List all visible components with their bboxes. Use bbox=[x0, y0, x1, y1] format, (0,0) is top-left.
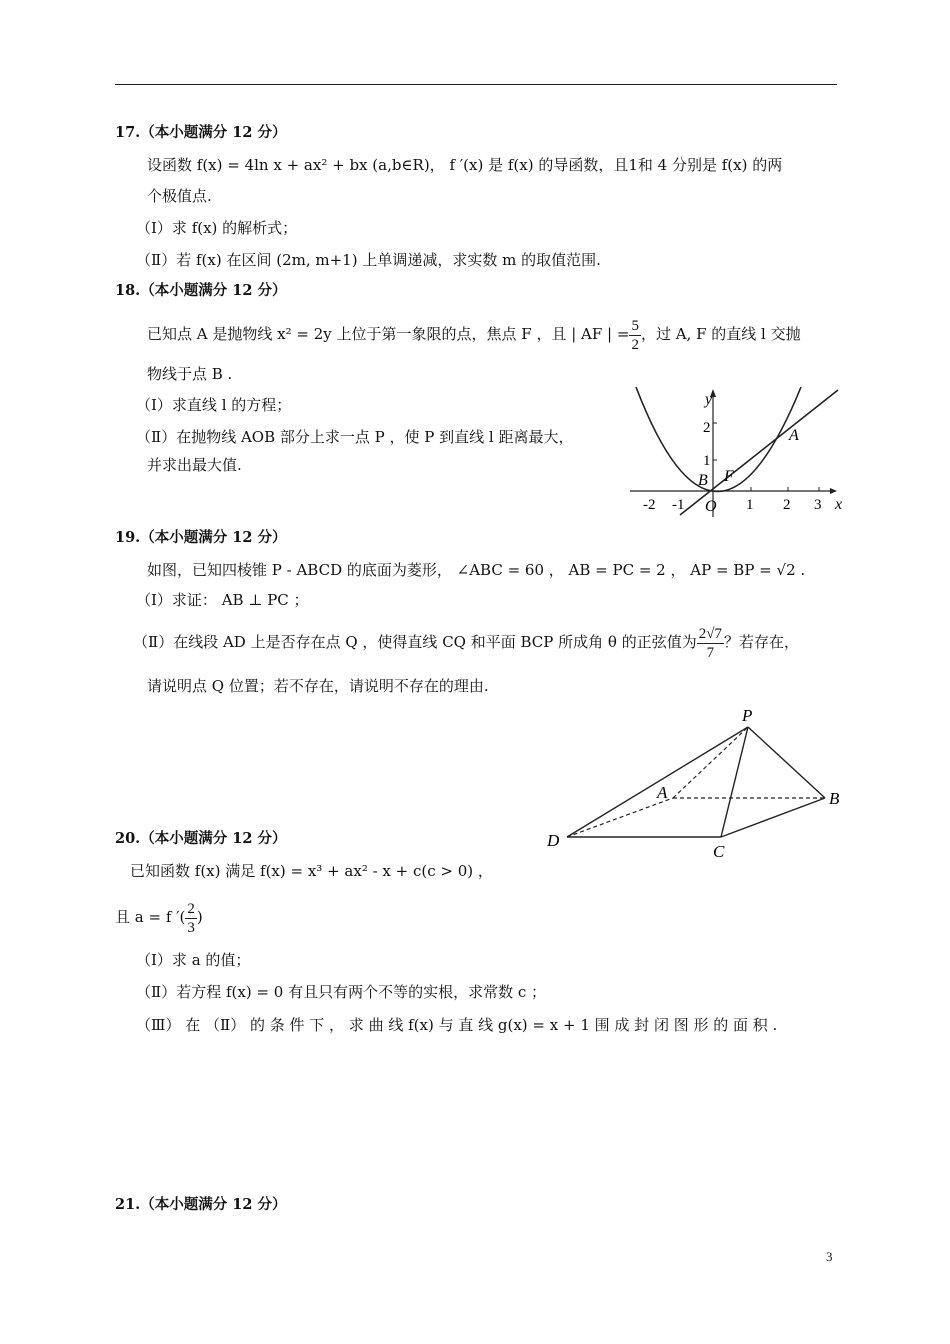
q17-part1: （Ⅰ）求 f(x) 的解析式； bbox=[136, 219, 298, 237]
q18-stem-text-a: 已知点 A 是抛物线 x² = 2y 上位于第一象限的点，焦点 F ，且 | AF | = bbox=[147, 325, 630, 343]
q19-header: 19.（本小题满分 12 分） bbox=[115, 529, 287, 546]
q19-part2-line1 bbox=[133, 622, 799, 662]
q19-pyramid-figure bbox=[540, 700, 850, 865]
q20-part2: （Ⅱ）若方程 f(x) = 0 有且只有两个不等的实根，求常数 c ； bbox=[136, 983, 547, 1001]
graph-point-B-label: B bbox=[698, 472, 708, 489]
q20-part3: （Ⅲ） 在 （Ⅱ） 的 条 件 下 ， 求 曲 线 f(x) 与 直 线 g(x) = x + 1 围 成 封 闭 图 形 的 面 积 . bbox=[136, 1016, 778, 1034]
q18-fraction-numerator: 5 bbox=[631, 317, 639, 334]
vertex-B-label: B bbox=[829, 789, 840, 808]
q20-stem-line2 bbox=[115, 897, 203, 937]
q17-stem-line2: 个极值点. bbox=[147, 187, 212, 205]
q20-stem-line1: 已知函数 f(x) 满足 f(x) = x³ + ax² - x + c(c > 0) ， bbox=[130, 862, 493, 880]
q18-fraction bbox=[629, 317, 641, 354]
header-rule bbox=[115, 84, 837, 85]
edge-PD bbox=[567, 727, 748, 837]
vertex-D-label: D bbox=[547, 831, 560, 850]
page-number: 3 bbox=[826, 1249, 833, 1264]
q18-part2-continued: 并求出最大值. bbox=[147, 456, 242, 474]
graph-y-label: y bbox=[705, 391, 713, 408]
q20-fraction-denominator: 3 bbox=[187, 919, 195, 936]
q18-part2: （Ⅱ）在抛物线 AOB 部分上求一点 P ，使 P 到直线 l 距离最大， bbox=[136, 428, 574, 446]
graph-origin-label: O bbox=[705, 498, 717, 515]
x-axis-arrow bbox=[830, 488, 837, 494]
edge-DA bbox=[567, 798, 673, 837]
graph-x-label: x bbox=[835, 496, 843, 513]
q18-parabola-graph bbox=[625, 385, 850, 520]
graph-x-tick-label-3: 3 bbox=[814, 497, 822, 513]
q19-part2-text-a: （Ⅱ）在线段 AD 上是否存在点 Q ，使得直线 CQ 和平面 BCP 所成角 θ 的正弦值为 bbox=[133, 633, 697, 651]
graph-y-tick-label-1: 1 bbox=[703, 453, 711, 469]
q19-fraction-numerator: 2√7 bbox=[698, 625, 722, 642]
q19-fraction bbox=[697, 625, 724, 662]
q17-stem-line1: 设函数 f(x) = 4ln x + ax² + bx (a,b∈R)， f ′(x) 是 f(x) 的导函数，且1和 4 分别是 f(x) 的两 bbox=[147, 156, 783, 174]
edge-PB bbox=[748, 727, 825, 798]
q18-stem-line2: 物线于点 B . bbox=[147, 365, 233, 383]
graph-x-tick-label-neg2: -2 bbox=[643, 497, 656, 513]
q20-fraction-numerator: 2 bbox=[187, 900, 195, 917]
q18-part1: （Ⅰ）求直线 l 的方程； bbox=[136, 396, 292, 414]
q19-fraction-denominator: 7 bbox=[706, 644, 715, 661]
q18-stem-line1 bbox=[147, 314, 801, 354]
q20-header: 20.（本小题满分 12 分） bbox=[115, 830, 287, 847]
q19-part1: （Ⅰ）求证： AB ⊥ PC ； bbox=[136, 591, 309, 609]
q19-part2-line2: 请说明点 Q 位置；若不存在，请说明不存在的理由. bbox=[147, 677, 489, 695]
edge-PA bbox=[673, 727, 748, 798]
q17-part2: （Ⅱ）若 f(x) 在区间 (2m, m+1) 上单调递减，求实数 m 的取值范围. bbox=[136, 251, 601, 269]
edge-PC bbox=[721, 727, 748, 837]
q20-stem-text-b: ) bbox=[196, 908, 203, 926]
vertex-P-label: P bbox=[742, 706, 753, 725]
graph-y-tick-label-2: 2 bbox=[703, 420, 711, 436]
q19-part2-text-b: ？若存在， bbox=[723, 633, 799, 651]
q19-stem: 如图，已知四棱锥 P - ABCD 的底面为菱形， ∠ABC = 60 ， AB = PC = 2 ， AP = BP = √2 . bbox=[147, 561, 806, 579]
graph-point-A-label: A bbox=[789, 427, 799, 444]
edge-CB bbox=[721, 798, 825, 837]
vertex-A-label: A bbox=[657, 783, 668, 802]
vertex-C-label: C bbox=[713, 842, 725, 861]
q18-header: 18.（本小题满分 12 分） bbox=[115, 282, 287, 299]
q17-header: 17.（本小题满分 12 分） bbox=[115, 124, 287, 141]
graph-x-tick-label-neg1: -1 bbox=[672, 497, 685, 513]
q18-stem-text-b: ，过 A, F 的直线 l 交抛 bbox=[640, 325, 801, 343]
q20-stem-text-a: 且 a = f ′( bbox=[115, 908, 186, 926]
q18-fraction-denominator: 2 bbox=[631, 336, 639, 353]
graph-x-tick-label-1: 1 bbox=[746, 497, 754, 513]
q21-header: 21.（本小题满分 12 分） bbox=[115, 1196, 287, 1213]
q20-part1: （Ⅰ）求 a 的值； bbox=[136, 951, 251, 969]
graph-point-F-label: F bbox=[724, 468, 734, 485]
graph-x-tick-label-2: 2 bbox=[783, 497, 791, 513]
q20-fraction bbox=[185, 900, 197, 937]
